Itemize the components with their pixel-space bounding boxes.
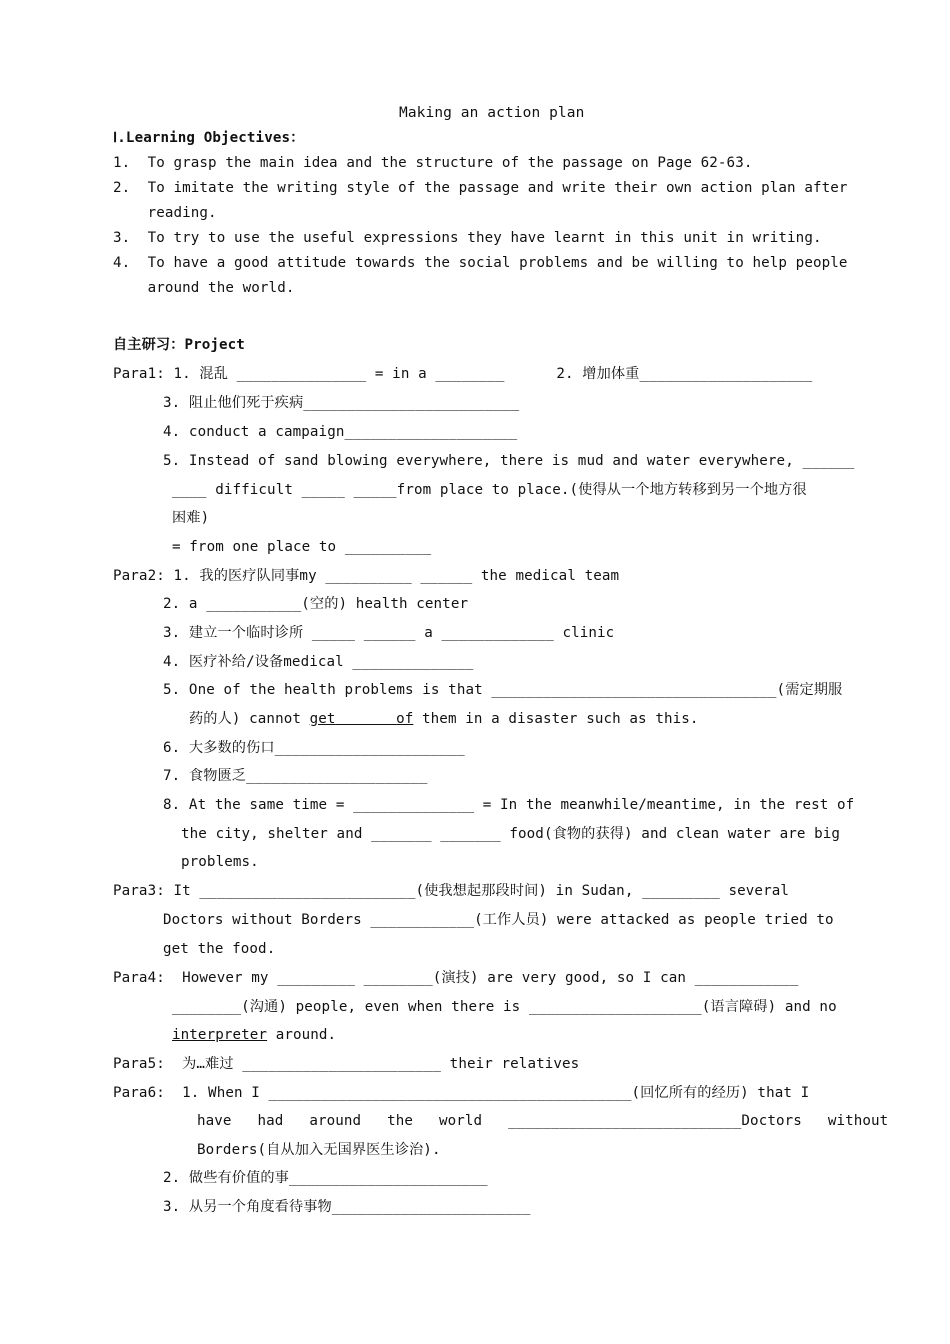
para3-line: Doctors without Borders ____________(工作人员) were attacked as people tried to [163,912,834,928]
para1-line: 3. 阻止他们死于疾病_________________________ [163,395,520,411]
of-word: of [396,711,414,727]
para2-line [189,710,699,728]
objective-item: around the world. [113,280,295,296]
objective-item: 4. To have a good attitude towards the social problems and be willing to help people [113,255,848,271]
study-heading: 自主研习：Project [113,337,245,353]
para2-line: problems. [181,854,259,870]
objective-item: 1. To grasp the main idea and the structure of the passage on Page 62-63. [113,155,753,171]
para1-line: Para1: 1. 混乱 _______________ = in a ________ 2. 增加体重____________________ [113,366,813,382]
para2-text: them in a disaster such as this. [413,711,699,727]
objectives-heading: Ⅰ.Learning Objectives： [113,130,305,146]
para6-line: have had around the world ___________________________Doctors without [197,1113,889,1129]
para6-line: Borders(自从加入无国界医生诊治). [197,1142,441,1158]
para5-line: Para5: 为…难过 _______________________ their relatives [113,1056,580,1072]
objective-item: 3. To try to use the useful expressions they have learnt in this unit in writing. [113,230,822,246]
para2-line: 5. One of the health problems is that _________________________________(需定期服 [163,682,843,698]
para2-line: Para2: 1. 我的医疗队同事my __________ ______ the medical team [113,568,620,584]
para4-line: Para4: However my _________ ________(演技) are very good, so I can ____________ [113,970,799,986]
para2-line: 7. 食物匮乏_____________________ [163,768,428,784]
get-of-gap [336,711,397,727]
get-word: get [309,711,336,727]
para2-line: 2. a ___________(空的) health center [163,596,469,612]
para1-line: 5. Instead of sand blowing everywhere, there is mud and water everywhere, ______ [163,453,855,469]
para2-line: 3. 建立一个临时诊所 _____ ______ a _____________ clinic [163,625,615,641]
para4-line [172,1026,336,1044]
objective-item: 2. To imitate the writing style of the passage and write their own action plan after [113,180,848,196]
underlined-get [310,711,414,727]
para1-line: = from one place to __________ [172,539,432,555]
underlined-interpreter: interpreter [172,1027,268,1043]
para6-line: 2. 做些有价值的事_______________________ [163,1170,488,1186]
para4-line: ________(沟通) people, even when there is ____________________(语言障碍) and no [172,999,837,1015]
para6-line: 3. 从另一个角度看待事物_______________________ [163,1199,531,1215]
para2-line: 8. At the same time = ______________ = In the meanwhile/meantime, in the rest of [163,797,855,813]
para4-text: around. [267,1027,337,1043]
para1-line: 困难) [172,510,210,526]
page-title: Making an action plan [399,105,585,121]
para1-line: ____ difficult _____ _____from place to place.(使得从一个地方转移到另一个地方很 [172,482,807,498]
para2-line: 4. 医疗补给/设备medical ______________ [163,654,474,670]
para2-line: 6. 大多数的伤口______________________ [163,740,465,756]
para2-line: the city, shelter and _______ _______ food(食物的获得) and clean water are big [181,826,841,842]
para6-line: Para6: 1. When I __________________________________________(回忆所有的经历) that I [113,1085,810,1101]
para3-line: Para3: It _________________________(使我想起那段时间) in Sudan, _________ several [113,883,790,899]
objective-item: reading. [113,205,217,221]
para1-line: 4. conduct a campaign____________________ [163,424,518,440]
para2-text: 药的人) cannot [189,711,310,727]
para3-line: get the food. [163,941,276,957]
